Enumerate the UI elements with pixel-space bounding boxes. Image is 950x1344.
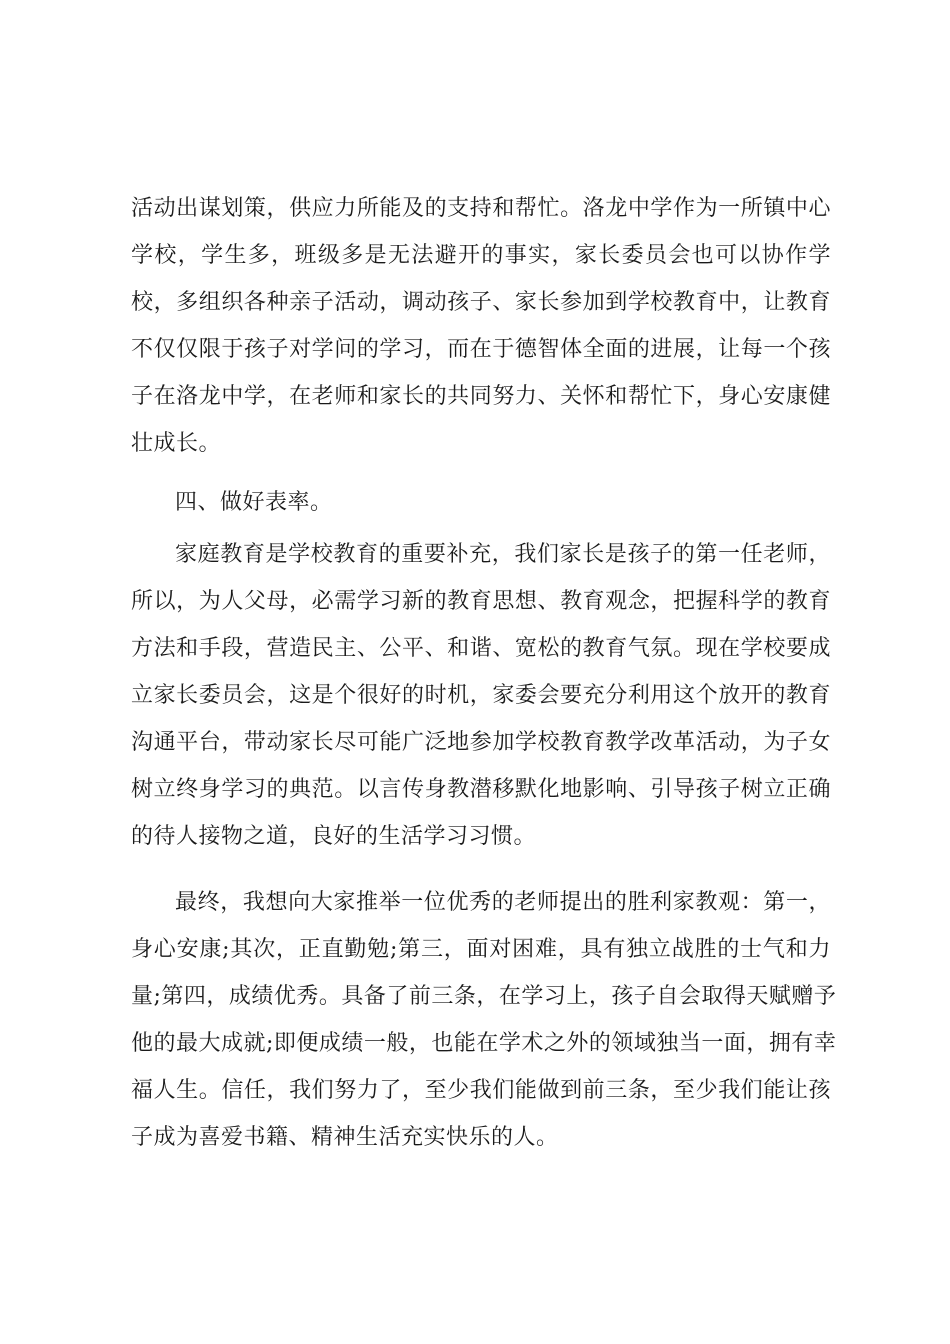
text-line: 所以，为人父母，必需学习新的教育思想、教育观念，把握科学的教育 [131,589,831,614]
text-line: 校，多组织各种亲子活动，调动孩子、家长参加到学校教育中，让教育 [131,290,831,315]
text-line: 他的最大成就;即便成绩一般，也能在学术之外的领域独当一面，拥有幸 [131,1031,837,1056]
text-line: 不仅仅限于孩子对学问的学习，而在于德智体全面的进展，让每一个孩 [131,337,831,362]
text-line: 最终，我想向大家推举一位优秀的老师提出的胜利家教观：第一， [175,890,831,915]
text-line: 福人生。信任，我们努力了，至少我们能做到前三条，至少我们能让孩 [131,1078,831,1103]
text-line: 子在洛龙中学，在老师和家长的共同努力、关怀和帮忙下，身心安康健 [131,384,831,409]
text-line: 壮成长。 [131,431,222,456]
text-line: 沟通平台，带动家长尽可能广泛地参加学校教育教学改革活动，为子女 [131,730,831,755]
section-heading: 四、做好表率。 [175,490,333,515]
text-line: 立家长委员会，这是个很好的时机，家委会要充分利用这个放开的教育 [131,683,831,708]
text-line: 子成为喜爱书籍、精神生活充实快乐的人。 [131,1125,559,1150]
text-line: 学校，学生多，班级多是无法避开的事实，家长委员会也可以协作学 [131,243,831,268]
text-line: 家庭教育是学校教育的重要补充，我们家长是孩子的第一任老师， [175,542,831,567]
text-line: 树立终身学习的典范。以言传身教潜移默化地影响、引导孩子树立正确 [131,777,831,802]
text-line: 方法和手段，营造民主、公平、和谐、宽松的教育气氛。现在学校要成 [131,636,831,661]
text-line: 身心安康;其次，正直勤勉;第三，面对困难，具有独立战胜的士气和力 [131,937,831,962]
text-line: 的待人接物之道，良好的生活学习习惯。 [131,824,537,849]
text-line: 量;第四，成绩优秀。具备了前三条，在学习上，孩子自会取得天赋赠予 [131,984,837,1009]
text-line: 活动出谋划策，供应力所能及的支持和帮忙。洛龙中学作为一所镇中心 [131,196,831,221]
